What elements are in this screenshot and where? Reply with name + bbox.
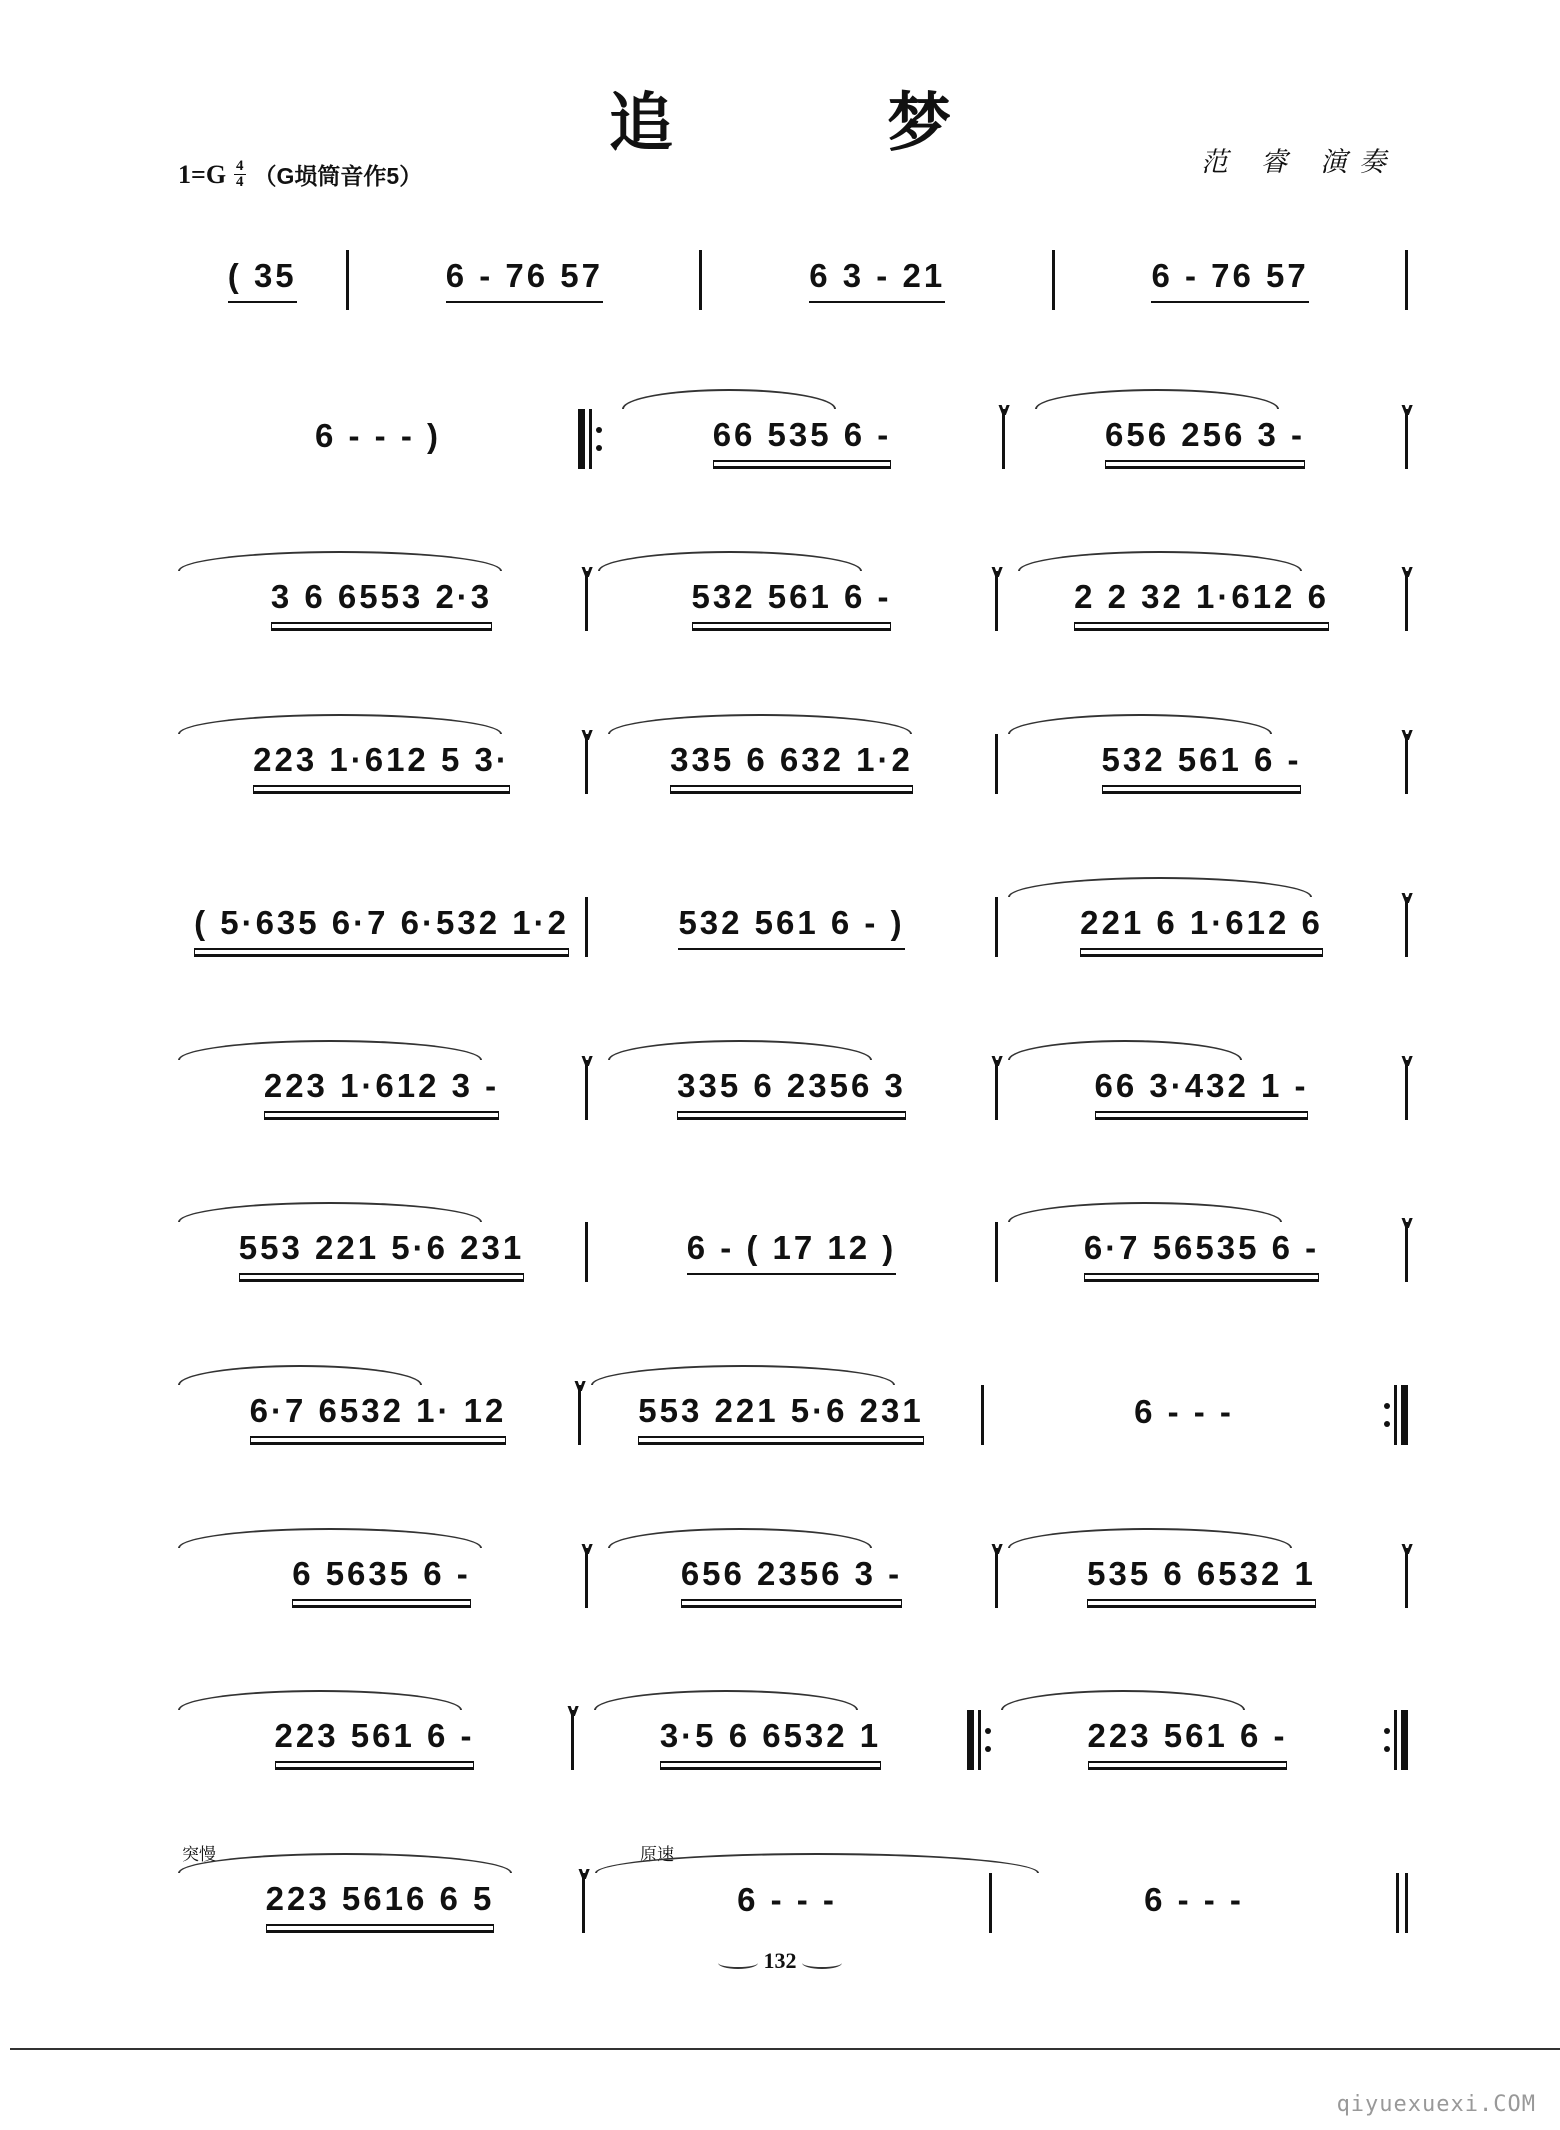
measure xyxy=(178,897,585,957)
staff-row xyxy=(178,1375,1408,1450)
slur xyxy=(591,1365,895,1385)
breath-mark: v xyxy=(581,724,593,745)
slur xyxy=(622,389,836,409)
measure xyxy=(998,561,1413,631)
notes: 66 535 6 - xyxy=(713,416,892,462)
notes: 532 561 6 - ) xyxy=(678,904,904,950)
repeat-start-sign xyxy=(967,1710,991,1770)
measure xyxy=(998,1538,1413,1608)
measure xyxy=(178,1538,593,1608)
notes: 6 - ( 17 12 ) xyxy=(687,1229,897,1275)
time-signature: $\frac{4}{4}$ xyxy=(236,158,244,190)
measure xyxy=(349,250,699,310)
slur xyxy=(178,1202,482,1222)
breath-mark: v xyxy=(1401,1538,1413,1559)
notes: 656 2356 3 - xyxy=(681,1555,902,1601)
notes: 6 - 76 57 xyxy=(1151,257,1308,303)
notes: 3·5 6 6532 1 xyxy=(660,1717,881,1763)
notes: 2 2 32 1·612 6 xyxy=(1074,578,1329,624)
measure xyxy=(991,1710,1384,1770)
notes: 221 6 1·612 6 xyxy=(1080,904,1323,950)
slur xyxy=(1008,1202,1282,1222)
slur xyxy=(608,1040,872,1060)
breath-mark: v xyxy=(991,1050,1003,1071)
breath-mark: v xyxy=(998,399,1010,420)
ornament-right xyxy=(802,1957,842,1969)
notes: 223 1·612 5 3· xyxy=(253,741,510,787)
measure xyxy=(588,897,995,957)
tempo-slow-label: 突慢 xyxy=(182,1845,216,1865)
breath-mark: v xyxy=(1401,887,1413,908)
notes: 6 - - - xyxy=(1144,1881,1244,1918)
notes: 553 221 5·6 231 xyxy=(638,1392,923,1438)
breath-mark: v xyxy=(1401,724,1413,745)
notes: 335 6 632 1·2 xyxy=(670,741,913,787)
watermark: qiyuexuexi.COM xyxy=(1336,2092,1536,2117)
measure xyxy=(178,1050,593,1120)
measure xyxy=(588,561,1003,631)
notes: ( 5·635 6·7 6·532 1·2 xyxy=(194,904,569,950)
repeat-end-sign xyxy=(1384,1385,1408,1445)
barline xyxy=(1405,250,1408,310)
tempo-original-label: 原速 xyxy=(640,1845,674,1865)
breath-mark: v xyxy=(991,561,1003,582)
measure xyxy=(178,724,593,794)
slur xyxy=(178,1528,482,1548)
breath-mark: v xyxy=(1401,1212,1413,1233)
page-title: 追 梦 xyxy=(608,87,1048,161)
key-label: 1=G xyxy=(178,159,227,189)
slur xyxy=(1008,1528,1292,1548)
notes: 6 5635 6 - xyxy=(292,1555,471,1601)
notes: 6 - - - xyxy=(737,1881,837,1918)
breath-mark: v xyxy=(578,1863,590,1884)
slur xyxy=(178,1690,462,1710)
slur xyxy=(178,551,502,571)
notes: 535 6 6532 1 xyxy=(1087,1555,1316,1601)
notes: 335 6 2356 3 xyxy=(677,1067,906,1113)
notes: 66 3·432 1 - xyxy=(1095,1067,1309,1113)
breath-mark: v xyxy=(1401,399,1413,420)
slur xyxy=(178,1365,422,1385)
measure xyxy=(588,1050,1003,1120)
breath-mark: v xyxy=(1401,1050,1413,1071)
notes: 223 1·612 3 - xyxy=(264,1067,499,1113)
notes: 3 6 6553 2·3 xyxy=(271,578,492,624)
slur xyxy=(1001,1690,1245,1710)
slur xyxy=(1035,389,1279,409)
notes: 656 256 3 - xyxy=(1105,416,1305,462)
performer-credit: 范 睿 演奏 xyxy=(1200,147,1398,178)
staff-row xyxy=(178,1050,1413,1125)
measure xyxy=(602,399,1010,469)
notes: 553 221 5·6 231 xyxy=(239,1229,524,1275)
final-barline xyxy=(1396,1873,1408,1933)
measure xyxy=(998,1212,1413,1282)
staff-row xyxy=(178,887,1413,962)
page-number: 132 xyxy=(0,1948,1560,1974)
measure xyxy=(178,250,346,310)
notes: 223 561 6 - xyxy=(1088,1717,1288,1763)
repeat-end-sign xyxy=(1384,1710,1408,1770)
notes: 532 561 6 - xyxy=(692,578,892,624)
slur xyxy=(1008,714,1272,734)
measure xyxy=(588,1222,995,1282)
slur xyxy=(594,1690,858,1710)
measure xyxy=(1055,250,1405,310)
notes: 6 - - - ) xyxy=(315,417,441,454)
staff-row xyxy=(178,1212,1413,1287)
slur xyxy=(1018,551,1302,571)
staff-row xyxy=(178,561,1413,636)
bottom-rule xyxy=(10,2048,1560,2050)
measure xyxy=(702,250,1052,310)
breath-mark: v xyxy=(581,561,593,582)
measure xyxy=(998,724,1413,794)
slur xyxy=(178,714,502,734)
staff-row xyxy=(178,399,1413,474)
notes: 6·7 6532 1· 12 xyxy=(250,1392,507,1438)
notes: 6·7 56535 6 - xyxy=(1084,1229,1319,1275)
breath-mark: v xyxy=(581,1050,593,1071)
staff-row xyxy=(178,1863,1408,1938)
repeat-start-sign xyxy=(578,409,602,469)
measure xyxy=(178,561,593,631)
notes: 6 - 76 57 xyxy=(446,257,603,303)
measure xyxy=(998,1050,1413,1120)
measure xyxy=(178,1222,585,1282)
measure xyxy=(588,734,995,794)
measure xyxy=(984,1385,1384,1445)
measure xyxy=(574,1710,967,1770)
measure xyxy=(178,1863,590,1933)
measure xyxy=(588,1538,1003,1608)
ornament-left xyxy=(718,1957,758,1969)
breath-mark: v xyxy=(567,1700,579,1721)
measure xyxy=(178,1700,579,1770)
breath-mark: v xyxy=(1401,561,1413,582)
slur xyxy=(178,1040,482,1060)
notes: 532 561 6 - xyxy=(1102,741,1302,787)
breath-mark: v xyxy=(991,1538,1003,1559)
staff-row xyxy=(178,245,1408,315)
notes: 223 5616 6 5 xyxy=(266,1880,495,1926)
breath-mark: v xyxy=(581,1538,593,1559)
slur xyxy=(598,551,862,571)
notes: ( 35 xyxy=(228,257,297,303)
breath-mark: v xyxy=(574,1375,586,1396)
slur xyxy=(1008,877,1312,897)
measure xyxy=(581,1385,981,1445)
measure xyxy=(585,1873,989,1933)
measure xyxy=(992,1873,1396,1933)
slur xyxy=(178,1853,512,1873)
staff-row xyxy=(178,724,1413,799)
key-note: （G埙筒音作5） xyxy=(253,163,423,189)
key-signature xyxy=(178,158,422,191)
measure xyxy=(178,1375,586,1445)
slur xyxy=(1008,1040,1242,1060)
slur xyxy=(608,1528,872,1548)
notes: 223 561 6 - xyxy=(275,1717,475,1763)
notes: 6 3 - 21 xyxy=(809,257,945,303)
measure xyxy=(1005,399,1413,469)
slur xyxy=(608,714,912,734)
measure xyxy=(998,887,1413,957)
staff-row xyxy=(178,1538,1413,1613)
staff-row xyxy=(178,1700,1408,1775)
notes: 6 - - - xyxy=(1134,1393,1234,1430)
measure xyxy=(178,409,578,469)
